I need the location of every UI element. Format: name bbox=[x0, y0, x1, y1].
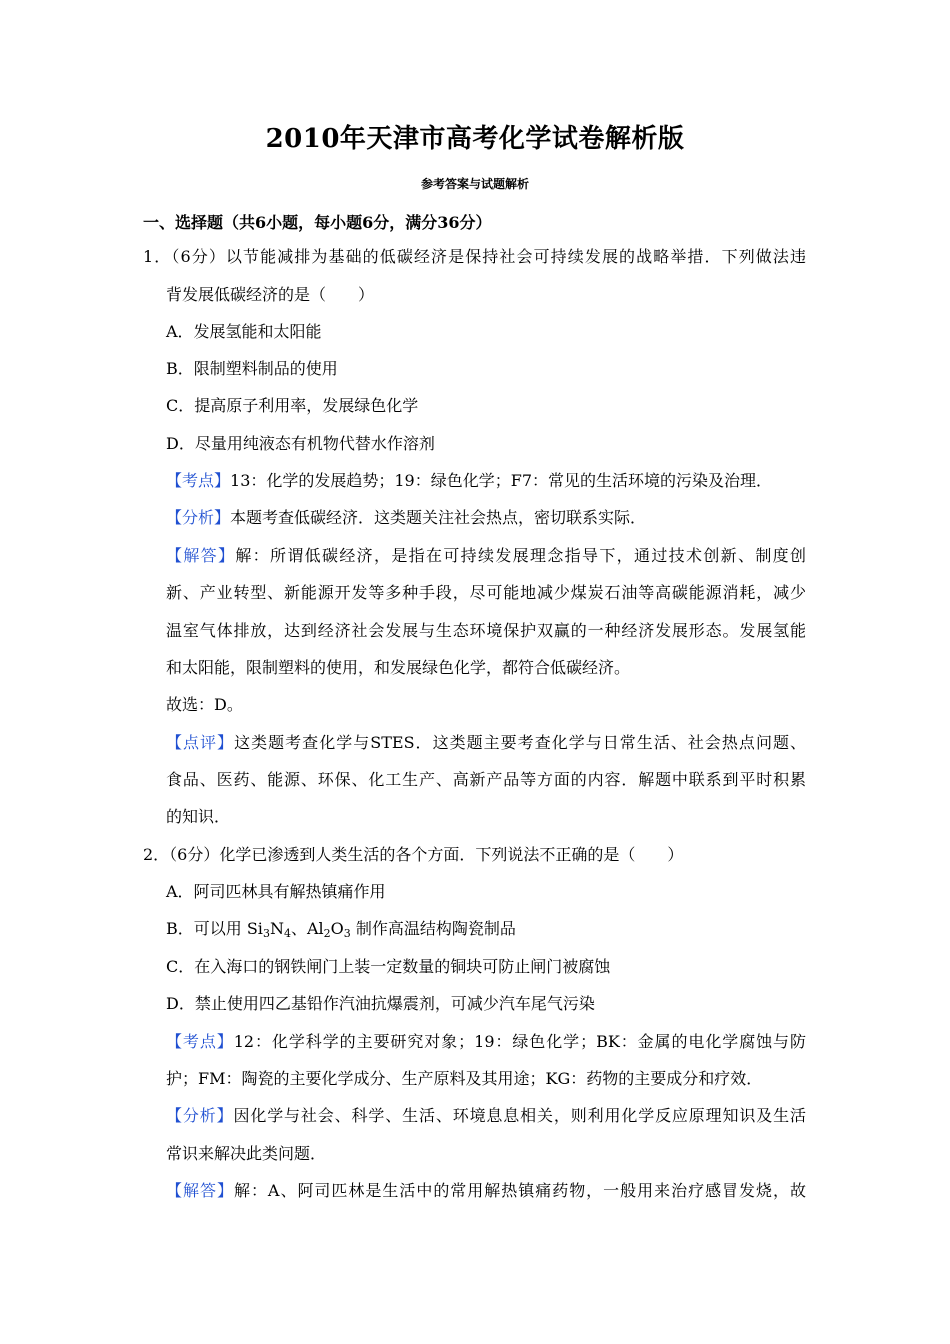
q2-fenxi-line2: 常识来解决此类问题． bbox=[166, 1144, 327, 1163]
q1-option-c: C．提高原子利用率，发展绿色化学 bbox=[166, 396, 419, 415]
q2-option-b bbox=[166, 918, 516, 940]
dianping-text: 这类题考查化学与STES．这类题主要考查化学与日常生活、社会热点问题、 bbox=[234, 733, 806, 752]
q2-option-b-text: 制作高温结构陶瓷制品 bbox=[350, 919, 516, 938]
q1-jieda-line2: 新、产业转型、新能源开发等多种手段，尽可能地减少煤炭石油等高碳能源消耗，减少 bbox=[166, 583, 806, 602]
q2-option-b-text: O bbox=[330, 919, 344, 938]
kaodian-text: 13：化学的发展趋势；19：绿色化学；F7：常见的生活环境的污染及治理． bbox=[230, 471, 773, 490]
kaodian-tag: 【考点】 bbox=[166, 471, 231, 490]
q1-option-a: A．发展氢能和太阳能 bbox=[166, 322, 322, 341]
q1-dianping-line3: 的知识． bbox=[166, 807, 231, 826]
section-heading: 一、选择题（共6小题，每小题6分，满分36分） bbox=[143, 213, 492, 232]
q1-answer: 故选：D。 bbox=[166, 695, 243, 714]
q2-fenxi-line1 bbox=[166, 1105, 806, 1127]
subscript: 3 bbox=[262, 927, 270, 940]
q1-dianping-line1 bbox=[166, 732, 806, 754]
q1-jieda-line1 bbox=[166, 545, 806, 567]
jieda-tag: 【解答】 bbox=[166, 546, 236, 565]
q1-option-d: D．尽量用纯液态有机物代替水作溶剂 bbox=[166, 434, 435, 453]
jieda-text: 解：A、阿司匹林是生活中的常用解热镇痛药物，一般用来治疗感冒发烧，故 bbox=[233, 1181, 806, 1200]
page-subtitle: 参考答案与试题解析 bbox=[420, 177, 529, 191]
kaodian-text: 12：化学科学的主要研究对象；19：绿色化学；BK：金属的电化学腐蚀与防 bbox=[233, 1032, 806, 1051]
q2-option-b-text: B．可以用 Si bbox=[166, 919, 263, 938]
q1-jieda-line4: 和太阳能，限制塑料的使用，和发展绿色化学，都符合低碳经济。 bbox=[166, 658, 631, 677]
q2-option-c: C．在入海口的钢铁闸门上装一定数量的铜块可防止闸门被腐蚀 bbox=[166, 957, 611, 976]
q1-stem-line2: 背发展低碳经济的是（ ） bbox=[166, 285, 375, 304]
jieda-tag: 【解答】 bbox=[166, 1181, 234, 1200]
fenxi-text: 因化学与社会、科学、生活、环境息息相关，则利用化学反应原理知识及生活 bbox=[233, 1106, 806, 1125]
q2-kaodian-line1 bbox=[166, 1031, 806, 1053]
q2-stem: 2．（6分）化学已渗透到人类生活的各个方面．下列说法不正确的是（ ） bbox=[143, 845, 684, 864]
q1-option-b: B．限制塑料制品的使用 bbox=[166, 359, 338, 378]
q2-jieda-line1 bbox=[166, 1180, 806, 1202]
q2-option-b-text: 、Al bbox=[290, 919, 324, 938]
q1-fenxi bbox=[166, 507, 646, 529]
q2-option-b-text: N bbox=[269, 919, 284, 938]
q1-kaodian bbox=[166, 470, 772, 492]
q2-kaodian-line2: 护；FM：陶瓷的主要化学成分、生产原料及其用途；KG：药物的主要成分和疗效． bbox=[166, 1069, 763, 1088]
jieda-text: 解：所谓低碳经济，是指在可持续发展理念指导下，通过技术创新、制度创 bbox=[235, 546, 806, 565]
dianping-tag: 【点评】 bbox=[166, 733, 235, 752]
fenxi-text: 本题考查低碳经济．这类题关注社会热点，密切联系实际． bbox=[230, 508, 647, 527]
subscript: 2 bbox=[323, 927, 331, 940]
q2-option-a: A．阿司匹林具有解热镇痛作用 bbox=[166, 882, 386, 901]
q1-jieda-line3: 温室气体排放，达到经济社会发展与生态环境保护双赢的一种经济发展形态。发展氢能 bbox=[166, 621, 806, 640]
q1-stem-line1: 1．（6分）以节能减排为基础的低碳经济是保持社会可持续发展的战略举措．下列做法违 bbox=[143, 247, 806, 266]
kaodian-tag: 【考点】 bbox=[166, 1032, 234, 1051]
fenxi-tag: 【分析】 bbox=[166, 508, 231, 527]
subscript: 4 bbox=[283, 927, 291, 940]
q1-dianping-line2: 食品、医药、能源、环保、化工生产、高新产品等方面的内容．解题中联系到平时积累 bbox=[166, 770, 806, 789]
page-title: 2010年天津市高考化学试卷解析版 bbox=[265, 124, 685, 154]
fenxi-tag: 【分析】 bbox=[166, 1106, 234, 1125]
subscript: 3 bbox=[343, 927, 351, 940]
q2-option-d: D．禁止使用四乙基铅作汽油抗爆震剂，可减少汽车尾气污染 bbox=[166, 994, 595, 1013]
